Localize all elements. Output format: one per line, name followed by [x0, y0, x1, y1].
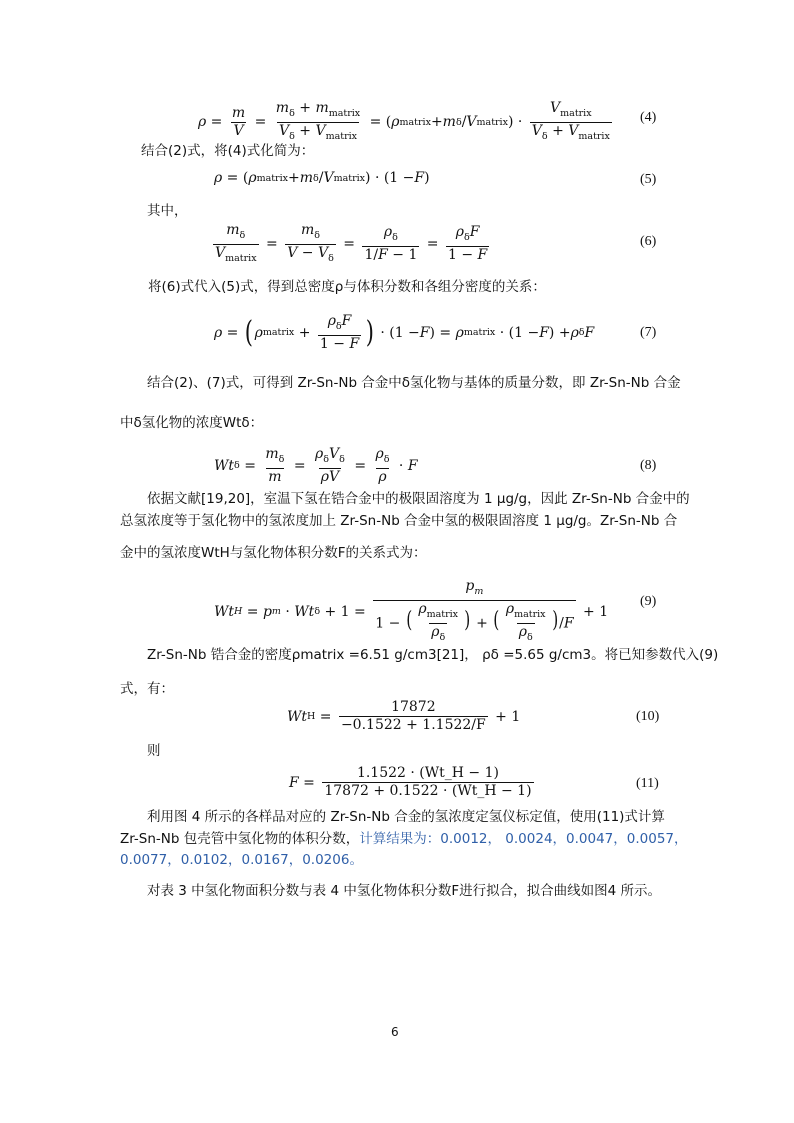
paragraph-literature-line3: 金中的氢浓度WtH与氢化物体积分数F的关系式为：	[120, 545, 427, 561]
equation-number-8: (8)	[640, 458, 657, 473]
equation-number-6: (6)	[640, 234, 657, 249]
equation-4: ρ = $\frac{m}{V}$ = $\frac{m_\delta + m_{matrix}}{V_\delta + V_{matrix}}$ = ( ρ matrix + m δ / V matrix ) · $\frac{V_{matrix}}{V_\delta + V_{matrix}}$	[198, 100, 615, 145]
page-number: 6	[391, 1025, 399, 1039]
paragraph-substitute-6: 将(6)式代入(5)式，得到总密度ρ与体积分数和各组分密度的关系：	[148, 279, 546, 295]
equation-number-5: (5)	[640, 172, 657, 187]
equation-5: ρ = ( ρ matrix + m δ / V matrix ) · (1 − F )	[214, 170, 430, 186]
paragraph-literature-line2: 总氢浓度等于氢化物中的氢浓度加上 Zr-Sn-Nb 合金中氢的极限固溶度 1 μg/g。Zr-Sn-Nb 合	[120, 513, 678, 529]
label-ze: 则	[147, 743, 161, 759]
eq11-numerator: 1.1522 · (Wt_H − 1)	[356, 765, 499, 781]
result-values-line2: 0.0077，0.0102，0.0167，0.0206。	[120, 852, 363, 868]
equation-8: Wt δ = $\frac{m_\delta}{m}$ = $\frac{\rho_\delta V_\delta}{\rho V}$ = $\frac{\rho_\delta}{\rho}$ · F	[214, 446, 418, 485]
paragraph-density-line1: Zr-Sn-Nb 锆合金的密度ρmatrix =6.51 g/cm3[21]， ρδ =5.65 g/cm3。将已知参数代入(9)	[147, 647, 719, 663]
paragraph-density-line2: 式，有：	[120, 681, 174, 697]
eq10-denominator: −0.1522 + 1.1522/F	[340, 717, 486, 733]
paragraph-combine-27-line1: 结合(2)、(7)式，可得到 Zr-Sn-Nb 合金中δ氢化物与基体的质量分数，即 Zr-Sn-Nb 合金	[147, 375, 681, 391]
equation-number-7: (7)	[640, 325, 657, 340]
eq10-tail: + 1	[495, 708, 521, 725]
equation-6: $\frac{m_\delta}{V_{matrix}}$ = $\frac{m_\delta}{V - V_\delta}$ = $\frac{\rho_\delta}{1/F - 1}$ = $\frac{\rho_\delta F}{1 - F}$	[210, 222, 492, 267]
paragraph-fit: 对表 3 中氢化物面积分数与表 4 中氢化物体积分数F进行拟合，拟合曲线如图4 所示。	[147, 883, 661, 899]
paragraph-use-line1: 利用图 4 所示的各样品对应的 Zr-Sn-Nb 合金的氢浓度定氢仪标定值，使用(11)式计算	[147, 809, 665, 825]
paragraph-use-line2-text: Zr-Sn-Nb 包壳管中氢化物的体积分数，	[120, 831, 360, 847]
equation-number-10: (10)	[636, 709, 660, 724]
result-values-line1: 计算结果为：0.0012， 0.0024，0.0047，0.0057，	[359, 831, 688, 847]
paragraph-use-line2	[120, 829, 688, 849]
equation-number-11: (11)	[636, 776, 659, 791]
paragraph-combine-27-line2: 中δ氢化物的浓度Wtδ：	[120, 415, 264, 431]
paragraph-combine-2: 结合(2)式，将(4)式化简为：	[141, 143, 315, 159]
equation-number-4: (4)	[640, 110, 657, 125]
equation-11: F = $\frac{1.1522 \cdot (Wt\_H - 1)}{17872 + 0.1522 \cdot (Wt\_H - 1)}$	[289, 765, 532, 799]
paragraph-literature-line1: 依据文献[19,20]，室温下氢在锆合金中的极限固溶度为 1 μg/g，因此 Zr-Sn-Nb 合金中的	[147, 491, 690, 507]
equation-10: Wt H = $\frac{17872}{-0.1522 + 1.1522/F}$ + 1	[287, 699, 521, 733]
eq11-denominator: 17872 + 0.1522 · (Wt_H − 1)	[324, 783, 532, 799]
equation-number-9: (9)	[640, 594, 657, 609]
label-qizhong: 其中，	[147, 203, 188, 219]
eq10-numerator: 17872	[391, 699, 436, 715]
equation-9: Wt H = p m · Wt δ + 1 = $p_m$ 1 − ( $\frac{\rho_{matrix}}{\rho_\delta}$ ) + ( $\frac{\rho_{matrix}}{\rho_\delta}$ )/F + 1	[214, 578, 608, 645]
equation-7: ρ = ( ρ matrix + $\frac{\rho_\delta F}{1 - F}$ ) · (1 − F ) = ρ matrix · (1 − F ) + ρ δ F	[214, 313, 595, 352]
